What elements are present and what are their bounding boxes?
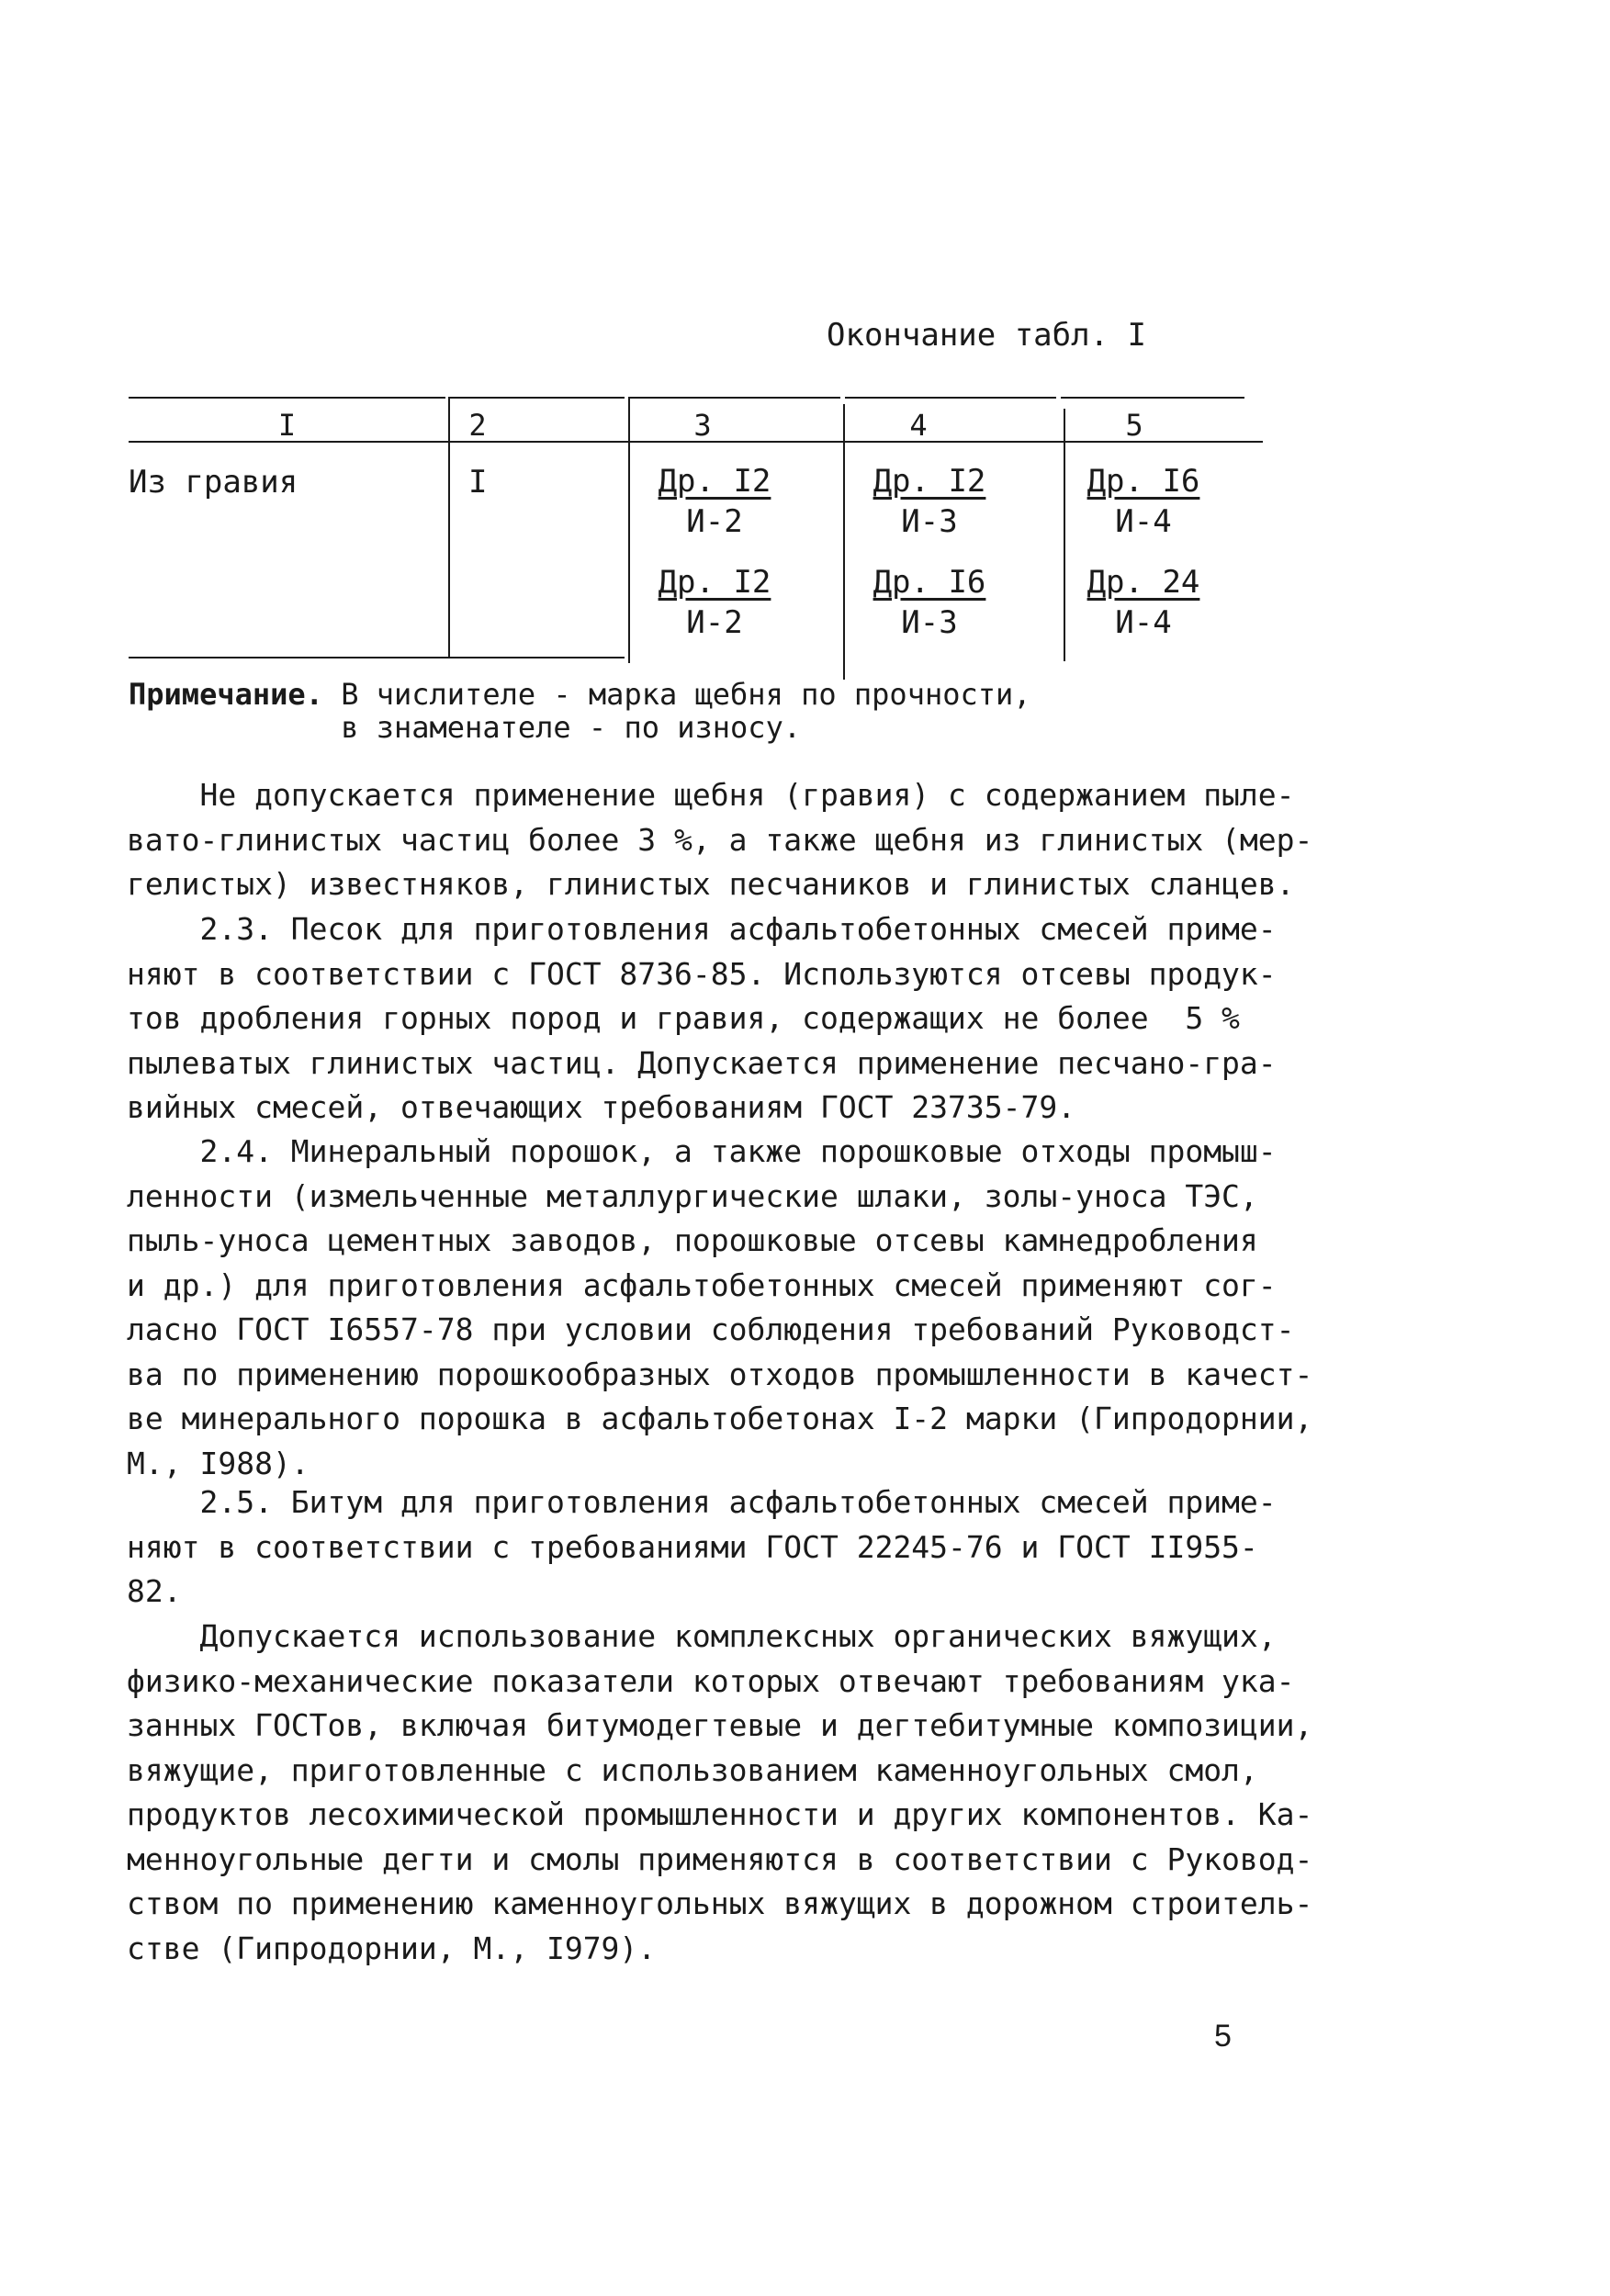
text-line: Не допускается применение щебня (гравия) с содержанием пыле- bbox=[127, 777, 1295, 813]
table-caption: Окончание табл. I bbox=[827, 317, 1146, 354]
text-line: физико-механические показатели которых отвечают требованиям ука- bbox=[127, 1662, 1295, 1699]
text-line: Допускается использование комплексных органических вяжущих, bbox=[127, 1618, 1277, 1654]
text-line: вато-глинистых частиц более 3 %, а также щебня из глинистых (мер- bbox=[127, 821, 1313, 858]
paragraph bbox=[127, 1615, 1313, 1971]
column-header: 4 bbox=[909, 408, 928, 443]
column-header: 2 bbox=[468, 408, 487, 443]
text-line: няют в соответствии с требованиями ГОСТ 22245-76 и ГОСТ II955- bbox=[127, 1528, 1258, 1565]
table-bottom-rule bbox=[129, 657, 625, 658]
text-line: пыль-уноса цементных заводов, порошковые отсевы камнедробления bbox=[127, 1222, 1258, 1258]
paragraph bbox=[127, 1480, 1284, 1615]
fraction-denominator: И-4 bbox=[1115, 604, 1172, 641]
text-line: и др.) для приготовления асфальтобетонных смесей применяют сог- bbox=[127, 1266, 1277, 1303]
note-line: В числителе - марка щебня по прочности, bbox=[322, 677, 1031, 712]
note-label: Примечание. bbox=[129, 677, 323, 712]
table-note bbox=[129, 678, 1031, 744]
fraction-denominator: И-2 bbox=[686, 604, 743, 641]
fraction-numerator: Др. I2 bbox=[658, 564, 771, 601]
text-line: ва по применению порошкообразных отходов промышленности в качест- bbox=[127, 1356, 1313, 1392]
fraction-cell bbox=[641, 461, 788, 542]
paragraph bbox=[127, 907, 1284, 1131]
fraction-numerator: Др. I2 bbox=[873, 463, 986, 500]
row-label: Из гравия bbox=[129, 464, 298, 501]
fraction-cell bbox=[856, 461, 1003, 542]
text-line: 2.3. Песок для приготовления асфальтобетонных смесей приме- bbox=[127, 911, 1277, 947]
fraction-denominator: И-3 bbox=[901, 604, 958, 641]
fraction-cell bbox=[1070, 461, 1217, 542]
column-header: 5 bbox=[1125, 408, 1143, 443]
fraction-numerator: Др. I6 bbox=[1086, 463, 1200, 500]
fraction-numerator: Др. I6 bbox=[873, 564, 986, 601]
table-top-rule bbox=[129, 397, 445, 399]
fraction-denominator: И-3 bbox=[901, 503, 958, 540]
text-line: ством по применению каменноугольных вяжущих в дорожном строитель- bbox=[127, 1885, 1313, 1921]
table-top-rule bbox=[629, 397, 840, 399]
text-line: тов дробления горных пород и гравия, содержащих не более 5 % bbox=[127, 1000, 1240, 1036]
text-line: ве минерального порошка в асфальтобетонах I-2 марки (Гипродорнии, bbox=[127, 1401, 1313, 1436]
text-line: ленности (измельченные металлургические шлаки, золы-уноса ТЭС, bbox=[127, 1177, 1258, 1214]
table-top-rule bbox=[845, 397, 1056, 399]
text-line: 2.5. Битум для приготовления асфальтобетонных смесей приме- bbox=[127, 1484, 1277, 1520]
table-top-rule bbox=[450, 397, 625, 399]
text-line: ласно ГОСТ I6557-78 при условии соблюдения требований Руководст- bbox=[127, 1311, 1295, 1347]
text-line: стве (Гипродорнии, М., I979). bbox=[127, 1930, 657, 1966]
text-line: няют в соответствии с ГОСТ 8736-85. Используются отсевы продук- bbox=[127, 955, 1277, 992]
column-header: 3 bbox=[693, 408, 712, 443]
text-line: 2.4. Минеральный порошок, а также порошковые отходы промыш- bbox=[127, 1133, 1277, 1169]
text-line: вийных смесей, отвечающих требованиям ГОСТ 23735-79. bbox=[127, 1089, 1076, 1125]
table-cell: I bbox=[468, 464, 488, 501]
text-line: менноугольные дегти и смолы применяются в соответствии с Руковод- bbox=[127, 1840, 1313, 1877]
fraction-cell bbox=[1070, 562, 1217, 643]
column-header: I bbox=[277, 408, 297, 443]
column-divider bbox=[843, 404, 845, 680]
fraction-cell bbox=[641, 562, 788, 643]
table-top-rule bbox=[1061, 397, 1244, 399]
fraction-cell bbox=[856, 562, 1003, 643]
paragraph bbox=[127, 1130, 1313, 1486]
note-line: в знаменателе - по износу. bbox=[341, 710, 802, 745]
fraction-numerator: Др. 24 bbox=[1086, 564, 1200, 601]
page-number: 5 bbox=[1214, 2019, 1232, 2054]
paragraph bbox=[127, 773, 1313, 907]
fraction-denominator: И-2 bbox=[686, 503, 743, 540]
text-line: М., I988). bbox=[127, 1445, 310, 1481]
text-line: 82. bbox=[127, 1573, 182, 1609]
text-line: пылеватых глинистых частиц. Допускается применение песчано-гра- bbox=[127, 1044, 1277, 1081]
column-divider bbox=[1064, 409, 1065, 661]
fraction-numerator: Др. I2 bbox=[658, 463, 771, 500]
text-line: гелистых) известняков, глинистых песчаников и глинистых сланцев. bbox=[127, 866, 1295, 902]
text-line: занных ГОСТов, включая битумодегтевые и дегтебитумные композиции, bbox=[127, 1707, 1313, 1743]
text-line: вяжущие, приготовленные с использованием каменноугольных смол, bbox=[127, 1751, 1258, 1788]
text-line: продуктов лесохимической промышленности и других компонентов. Ка- bbox=[127, 1796, 1313, 1832]
fraction-denominator: И-4 bbox=[1115, 503, 1172, 540]
